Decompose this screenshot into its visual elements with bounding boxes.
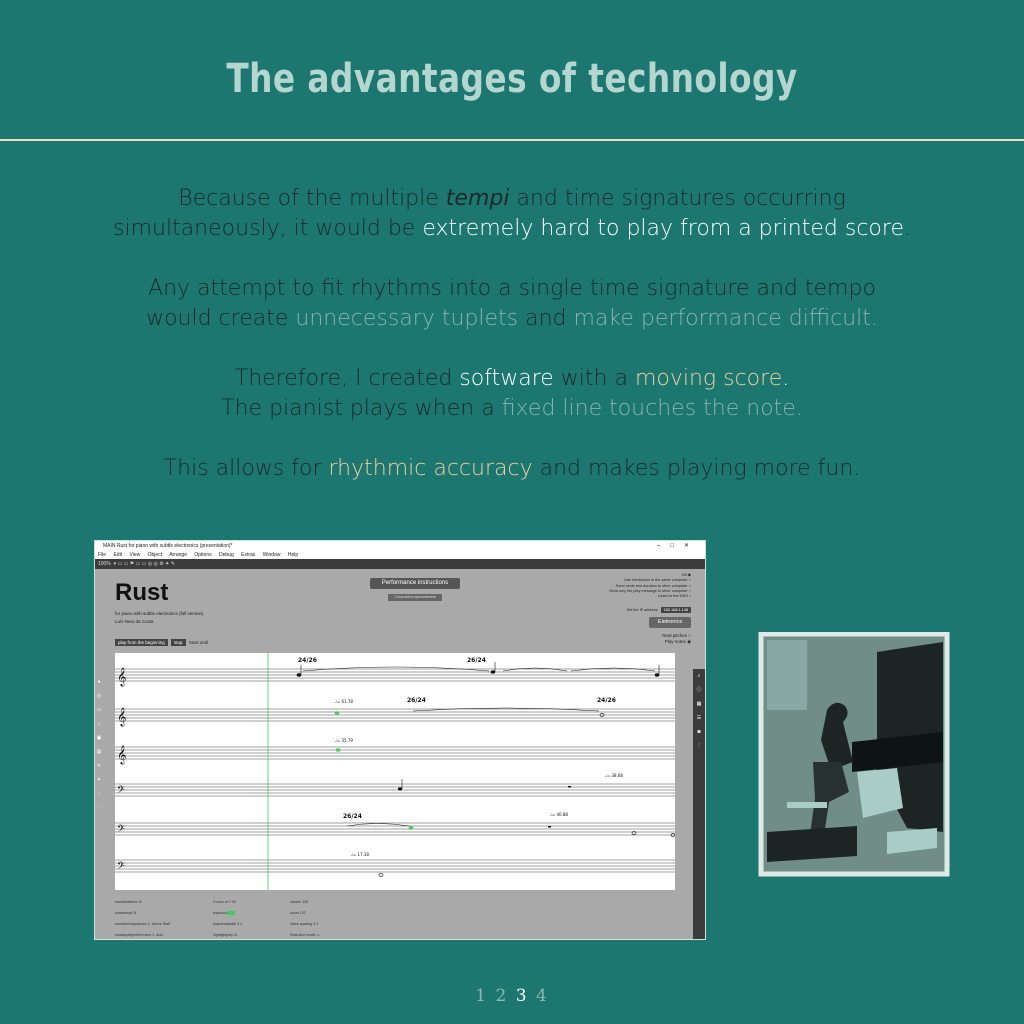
staff-lines [115, 669, 675, 872]
note [398, 788, 402, 791]
menu-arrange[interactable]: Arrange [169, 552, 187, 558]
note [379, 874, 383, 877]
toolbar-icons[interactable]: ▾ ▭ ▭ ⚑ ▭ ▭ ◎ ◎ ⚙ ✦ ✎ [112, 561, 175, 567]
right-tool-strip [693, 669, 705, 939]
menu-view[interactable]: View [129, 552, 141, 558]
menu-help[interactable]: Help [287, 552, 299, 558]
bass-clef: 𝄢 [117, 784, 125, 798]
ip-label: Set the IP address [626, 608, 658, 612]
piece-author: Luís Neto da Costa [115, 619, 154, 624]
note [297, 674, 301, 677]
menu-window[interactable]: Window [262, 552, 281, 558]
option-off[interactable]: Off ◉ [681, 573, 691, 577]
paragraph-1 [40, 184, 984, 244]
left-tool-strip [95, 675, 103, 875]
menu-edit[interactable]: Edit [113, 552, 123, 558]
composition-spreadsheets-button[interactable]: Composition spreadsheets [388, 594, 442, 601]
play-from-beginning-button[interactable]: play from the beginning [115, 639, 168, 646]
p2-text-f: . [870, 306, 878, 331]
time-sig: 26/24 [407, 697, 426, 704]
zoom-level[interactable]: 100% [98, 561, 111, 567]
option-same-computer[interactable]: Use electronics in the same computer ○ [624, 578, 691, 583]
settings-col-2 [213, 897, 242, 940]
p3-text-f: The pianist plays when a [221, 396, 502, 421]
time-sig: 24/26 [597, 697, 616, 704]
window-title: MAIN Rust for piano with subtle electronics (presentation)* [103, 543, 233, 549]
bottom-settings-panel [95, 891, 693, 939]
rest [548, 826, 551, 828]
toolbar [95, 559, 705, 569]
page-number-4[interactable]: 4 [535, 986, 549, 1006]
staff-2 [115, 709, 675, 721]
tool-icon[interactable]: ♪ [97, 721, 101, 727]
staff-6 [115, 860, 675, 872]
setting-row[interactable]: showbeatlines ☒ [115, 900, 143, 904]
setting-row[interactable]: Real-time mode ▭ [290, 933, 320, 937]
menu-bar [95, 551, 705, 559]
p2-highlight-difficult: make performance difficult [573, 306, 871, 331]
staff-1 [115, 669, 675, 681]
p4-rhythmic-accuracy: rhythmic accuracy [328, 456, 533, 481]
tempo-mark: ♩= 38.68 [605, 773, 623, 778]
page-number-2[interactable]: 2 [495, 986, 509, 1006]
stop-button[interactable]: stop [171, 639, 186, 646]
option-send-play[interactable]: Send only the play message to other computer ○ [609, 588, 691, 593]
tempo-mark: ♩= 61.78 [335, 699, 353, 704]
title-divider [0, 139, 1024, 141]
window-titlebar [95, 541, 705, 551]
tool-icon[interactable]: ◎ [96, 693, 102, 699]
tool-icon[interactable]: ✎ [96, 763, 102, 769]
p3-software: software [459, 366, 554, 391]
tool-icon[interactable]: ◌ [97, 791, 101, 797]
ip-row [626, 607, 691, 613]
tempo-marks [335, 699, 623, 857]
menu-file[interactable]: File [98, 552, 107, 558]
setting-row[interactable]: Voice spacing 3.1 [290, 922, 319, 926]
p4-text-a: This allows for [163, 456, 329, 481]
score-canvas[interactable] [115, 653, 675, 890]
treble-clef: 𝄞 [117, 745, 127, 764]
start-until-label: Start until [188, 640, 208, 645]
mixer-icon[interactable]: ⫶ [698, 743, 700, 749]
p2-text-a: Any attempt to fit rhythms into a single time signature and tempo [148, 276, 876, 301]
electronics-button[interactable]: Eletronics [649, 617, 691, 628]
piece-subtitle: for piano with subtle electronics (full version) [115, 611, 204, 616]
electronics-options [609, 573, 691, 599]
menu-debug[interactable]: Debug [219, 552, 234, 558]
note [655, 674, 659, 677]
menu-extras[interactable]: Extras [241, 552, 256, 558]
setting-row[interactable]: showtempi ☒ [115, 911, 137, 915]
p3-text-h: . [795, 396, 803, 421]
paragraph-3 [40, 364, 984, 424]
tool-icon[interactable]: ✦ [96, 777, 102, 783]
treble-clef: 𝄞 [117, 667, 127, 686]
list-icon[interactable]: ☰ [696, 715, 702, 721]
tool-icon[interactable]: ▣ [96, 735, 102, 741]
ties [303, 667, 655, 826]
playback-controls [115, 639, 208, 646]
paragraph-4 [40, 454, 984, 484]
staff-3 [115, 747, 675, 759]
paragraph-2 [40, 274, 984, 334]
p1-text-c: and time signatures occurring [509, 186, 846, 211]
p1-tempi: tempi [445, 186, 510, 211]
bass-clef: 𝄢 [117, 860, 125, 874]
tempo-mark: ♩= 40.88 [550, 812, 568, 817]
p3-text-a: Therefore, I created [234, 366, 460, 391]
bass-clef: 𝄢 [117, 823, 125, 837]
p3-text-e: . [782, 366, 790, 391]
info-icon[interactable]: ⓘ [696, 687, 702, 693]
slide-title: The advantages of technology [226, 56, 798, 102]
camera-icon[interactable]: ◙ [697, 729, 701, 735]
time-sig: 26/24 [467, 657, 486, 664]
setting-row[interactable]: viewtm 125 [290, 900, 309, 904]
setting-row[interactable]: zoom 102 [290, 911, 306, 915]
time-sig: 24/26 [298, 657, 317, 664]
tempo-mark: ♩= 35.79 [335, 738, 353, 743]
rests [548, 786, 571, 828]
staff-5 [115, 823, 675, 835]
page-number-1[interactable]: 1 [475, 986, 489, 1006]
note [491, 671, 495, 674]
setting-row[interactable]: showtimesignatures 2. Above Staff [115, 922, 171, 926]
p2-text-b: would create [146, 306, 296, 331]
p2-highlight-tuplets: unnecessary tuplets [295, 306, 519, 331]
window-controls[interactable]: –□✕ [657, 543, 699, 549]
menu-options[interactable]: Options [194, 552, 212, 558]
body-text [40, 184, 984, 514]
p3-fixed-line: fixed line touches the note [501, 396, 796, 421]
setting-row[interactable]: playheadwidth 3.1 [213, 922, 242, 926]
p3-text-c: with a [553, 366, 635, 391]
tool-icon[interactable]: ▭ [96, 707, 102, 713]
note-green [409, 827, 413, 830]
option-play-notes[interactable]: Play notes ◉ [664, 639, 691, 644]
p1-highlight: extremely hard to play from a printed score [422, 216, 904, 241]
rest [568, 786, 571, 788]
notes [297, 662, 675, 876]
setting-row[interactable]: highlightplay ☒ [213, 933, 238, 937]
piece-title: Rust [115, 579, 169, 606]
panel-icon[interactable]: ▦ [696, 701, 702, 707]
pianist-illustration [757, 632, 951, 877]
pitch-options [662, 633, 691, 645]
software-screenshot [94, 540, 706, 940]
p3-moving-score: moving score [634, 366, 783, 391]
tool-icon[interactable]: ▤ [96, 749, 102, 755]
note-green [336, 749, 340, 752]
treble-clef: 𝄞 [117, 707, 127, 726]
tool-icon[interactable]: ◌ [97, 805, 101, 811]
search-icon[interactable]: ⌕ [697, 673, 701, 679]
clefs [117, 667, 126, 874]
page-number-3-active[interactable]: 3 [515, 986, 529, 1006]
tool-icon[interactable]: ● [97, 679, 101, 685]
note-green [335, 712, 339, 715]
setting-row[interactable]: showtupletpreferences 1. Auto [115, 933, 164, 937]
performance-instructions-button[interactable]: Performance instructions [370, 578, 460, 589]
option-real-pitches[interactable]: Real pitches ○ [662, 633, 691, 638]
p2-text-d: and [518, 306, 574, 331]
p1-text-f: . [903, 216, 911, 241]
option-listen-midi[interactable]: Listen to the MIDI ○ [657, 594, 691, 599]
p4-text-c: and makes playing more fun. [532, 456, 861, 481]
option-send-cents[interactable]: Send cents and duration to other computer ○ [615, 583, 691, 588]
settings-col-1 [115, 897, 170, 940]
p1-text-d: simultaneously, it would be [113, 216, 423, 241]
time-sig: 26/24 [343, 813, 362, 820]
ip-input[interactable]: 192.168.1.148 [661, 607, 691, 613]
menu-object[interactable]: Object [147, 552, 163, 558]
staff-4 [115, 784, 675, 796]
setting-row[interactable]: playcolor [213, 908, 242, 919]
settings-col-3 [290, 897, 320, 940]
setting-row[interactable]: Cursor at 7.00 [213, 900, 236, 904]
page-pagination [0, 986, 1024, 1006]
tempo-mark: ♩= 17.18 [351, 852, 369, 857]
p1-text-a: Because of the multiple [178, 186, 446, 211]
